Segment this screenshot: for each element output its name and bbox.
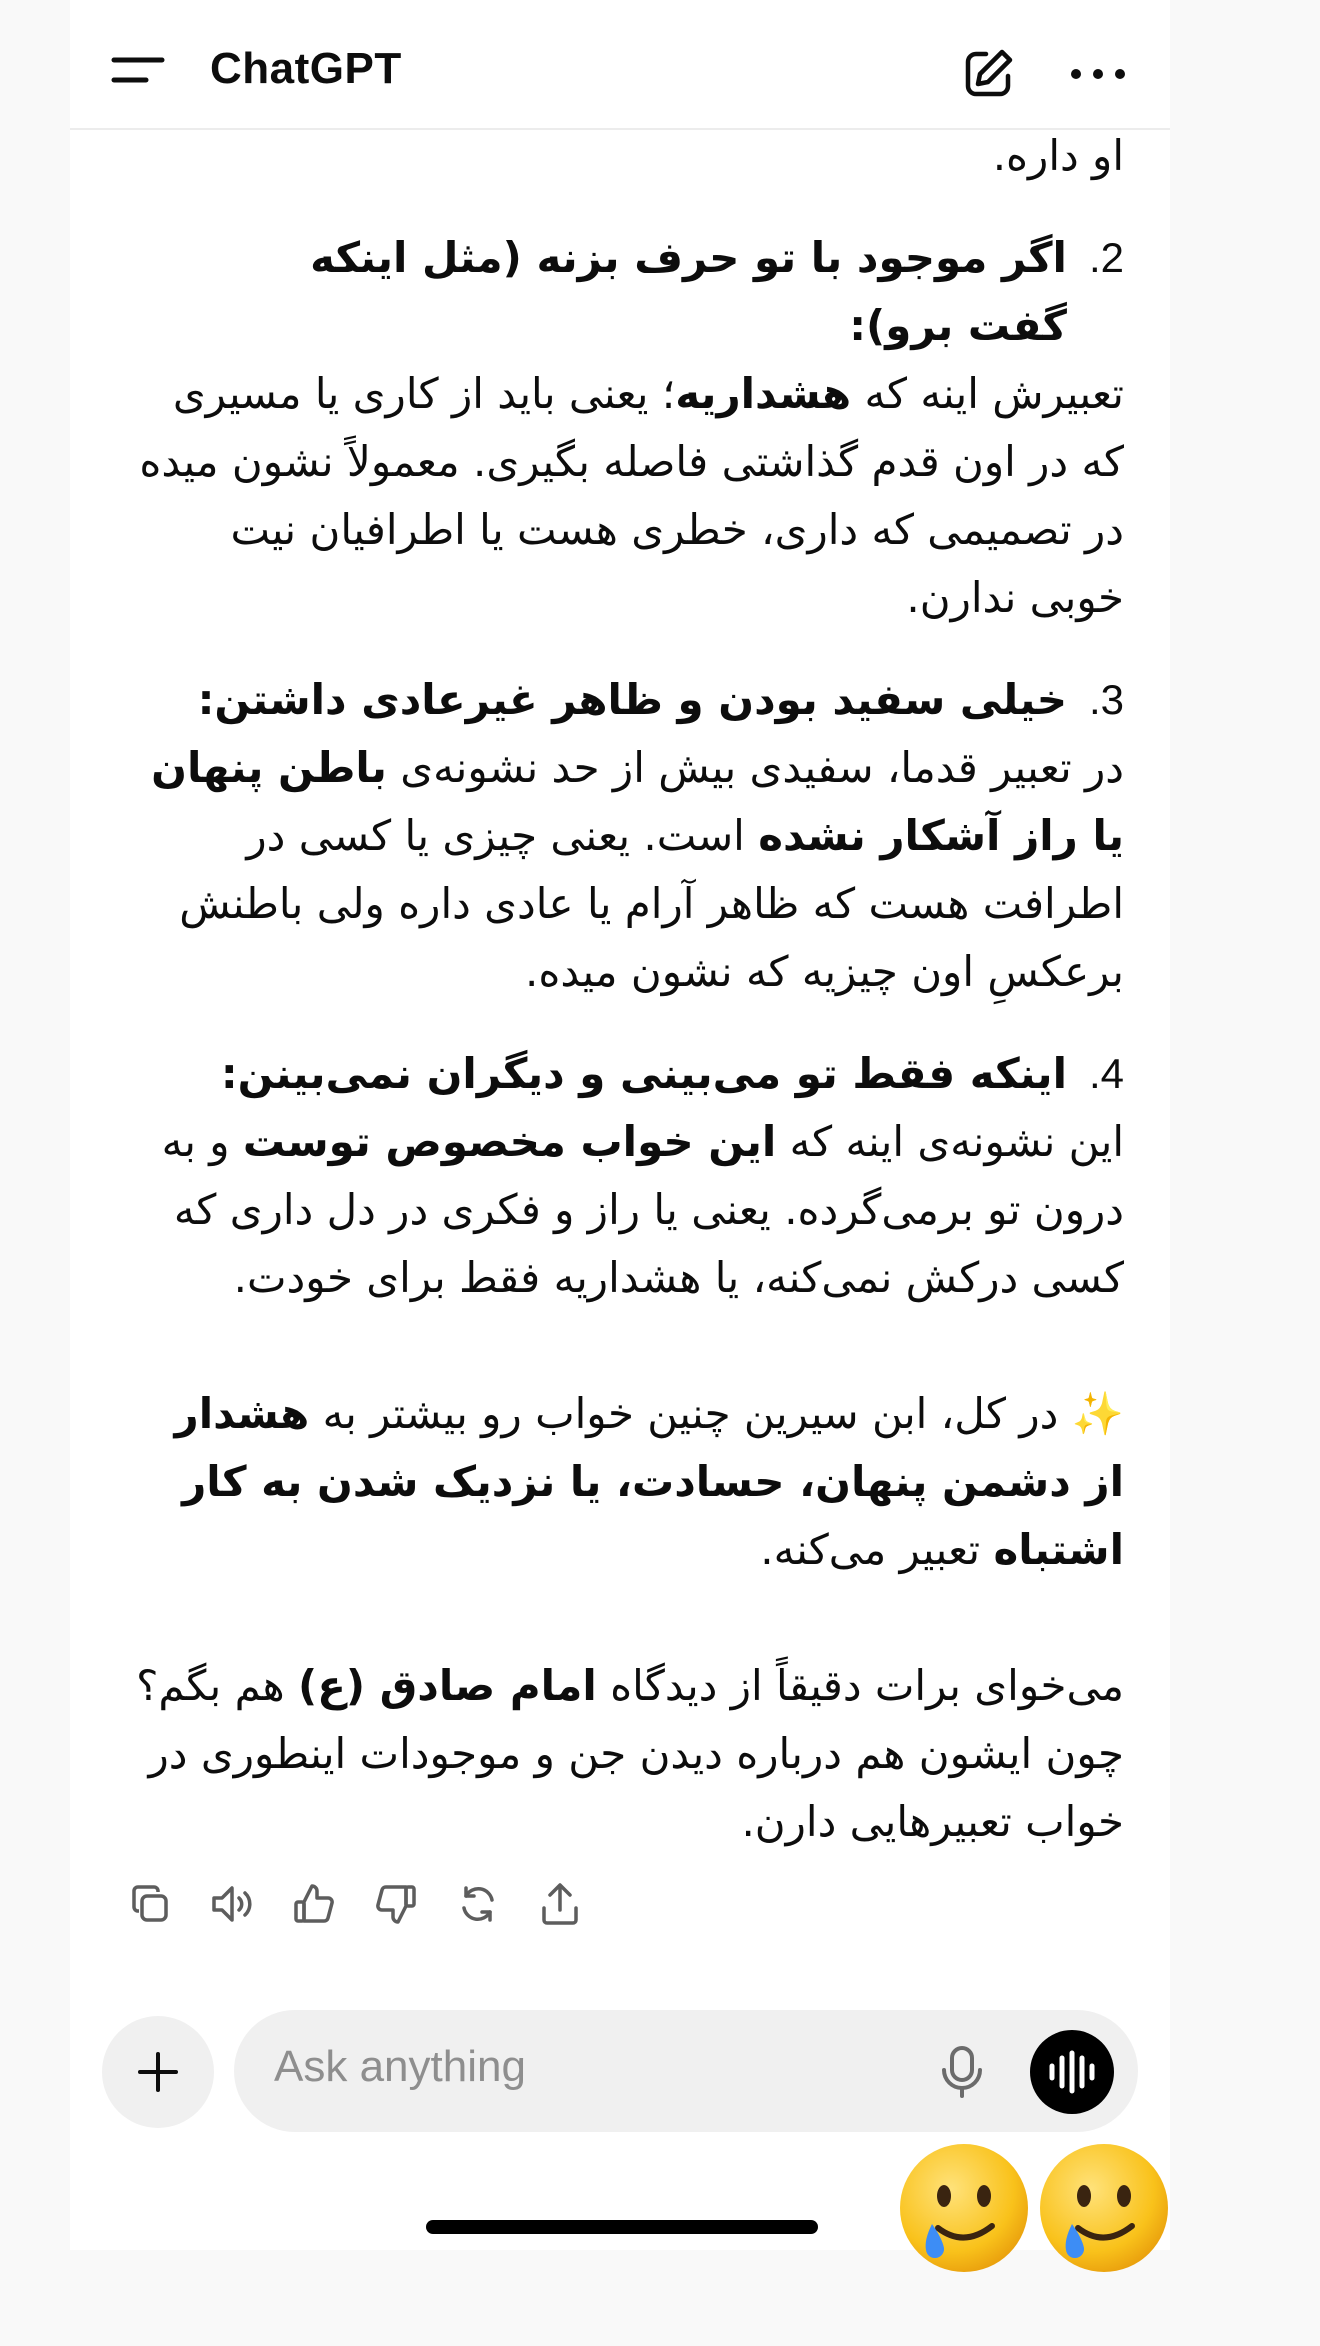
bold-run: این خواب مخصوص توست — [242, 1117, 777, 1166]
list-number: 2. — [1088, 234, 1124, 281]
new-chat-icon[interactable] — [958, 44, 1018, 104]
plus-icon — [134, 2048, 182, 2096]
smiling-face-with-tear-emoji — [896, 2140, 1032, 2276]
thumbs-up-button[interactable] — [284, 1874, 344, 1934]
copy-icon — [126, 1880, 174, 1928]
regenerate-icon — [454, 1880, 502, 1928]
message-actions — [120, 1874, 590, 1934]
summary-paragraph — [124, 1380, 1124, 1584]
text-run: می‌خوای برات دقیقاً از دیدگاه — [596, 1661, 1124, 1710]
share-button[interactable] — [530, 1874, 590, 1934]
list-item — [124, 1040, 1124, 1312]
input-placeholder: Ask anything — [274, 2042, 526, 2091]
text-run: و به درون تو برمی‌گرده. یعنی یا راز و فکری در دل داری که کسی درکش نمی‌کنه، یا هشداریه فقط برای خودت. — [161, 1117, 1124, 1302]
top-bar — [70, 0, 1170, 130]
sidebar-menu-icon[interactable] — [108, 50, 168, 90]
bold-run: هشدار از دشمن پنهان، حسادت، یا نزدیک شدن به کار اشتباه — [174, 1389, 1124, 1574]
text-run: تعبیرش اینه که — [851, 369, 1124, 418]
list-item — [124, 224, 1124, 632]
read-aloud-button[interactable] — [202, 1874, 262, 1934]
home-indicator — [426, 2220, 818, 2234]
bold-run: باطن پنهان یا راز آشکار نشده — [151, 743, 1124, 860]
text-run: هم بگم؟ چون ایشون هم درباره دیدن جن و موجودات اینطوری در خواب تعبیرهایی دارن. — [136, 1661, 1124, 1846]
text-run: تعبیر می‌کنه. — [760, 1525, 994, 1574]
share-icon — [536, 1880, 584, 1928]
bold-run: امام صادق (ع) — [298, 1661, 597, 1710]
read-aloud-icon — [208, 1880, 256, 1928]
voice-mode-button[interactable] — [1030, 2030, 1114, 2114]
microphone-icon[interactable] — [934, 2042, 990, 2102]
text-run: در تعبیر قدما، سفیدی بیش از حد نشونه‌ی — [386, 743, 1124, 792]
list-item-title: اگر موجود با تو حرف بزنه (مثل اینکه گفت برو): — [310, 233, 1067, 350]
text-run: این نشونه‌ی اینه که — [776, 1117, 1124, 1166]
smiling-face-with-tear-emoji — [1036, 2140, 1172, 2276]
list-item-title: خیلی سفید بودن و ظاهر غیرعادی داشتن: — [197, 675, 1067, 724]
text-run: ✨ در کل، ابن سیرین چنین خواب رو بیشتر به — [309, 1389, 1124, 1438]
copy-button[interactable] — [120, 1874, 180, 1934]
list-item-body — [124, 1108, 1124, 1312]
list-item-body — [124, 360, 1124, 632]
assistant-message — [124, 128, 1124, 1856]
message-input[interactable] — [234, 2010, 1138, 2132]
bold-run: هشداریه — [675, 369, 852, 418]
chat-screen — [70, 0, 1170, 2250]
list-number: 4. — [1088, 1050, 1124, 1097]
list-item-body — [124, 734, 1124, 1006]
list-item — [124, 666, 1124, 1006]
follow-up-question — [124, 1652, 1124, 1856]
thumbs-up-icon — [290, 1880, 338, 1928]
thumbs-down-button[interactable] — [366, 1874, 426, 1934]
text-run: است. یعنی چیزی یا کسی در اطرافت هست که ظاهر آرام یا عادی داره ولی باطنش برعکسِ اون چیزیه که نشون میده. — [179, 811, 1124, 996]
add-attachment-button[interactable] — [102, 2016, 214, 2128]
list-number: 3. — [1088, 676, 1124, 723]
app-title: ChatGPT — [210, 44, 402, 93]
text-run: ؛ یعنی باید از کاری یا مسیری که در اون قدم گذاشتی فاصله بگیری. معمولاً نشون میده در تصمیمی که داری، خطری هست یا اطرافیان نیت خوبی ندارن. — [139, 369, 1124, 622]
regenerate-button[interactable] — [448, 1874, 508, 1934]
thumbs-down-icon — [372, 1880, 420, 1928]
more-options-icon[interactable] — [1066, 44, 1130, 104]
voice-waveform-icon — [1046, 2050, 1098, 2094]
list-item-title: اینکه فقط تو می‌بینی و دیگران نمی‌بینن: — [220, 1049, 1067, 1098]
message-fragment-line: او داره. — [992, 131, 1124, 180]
